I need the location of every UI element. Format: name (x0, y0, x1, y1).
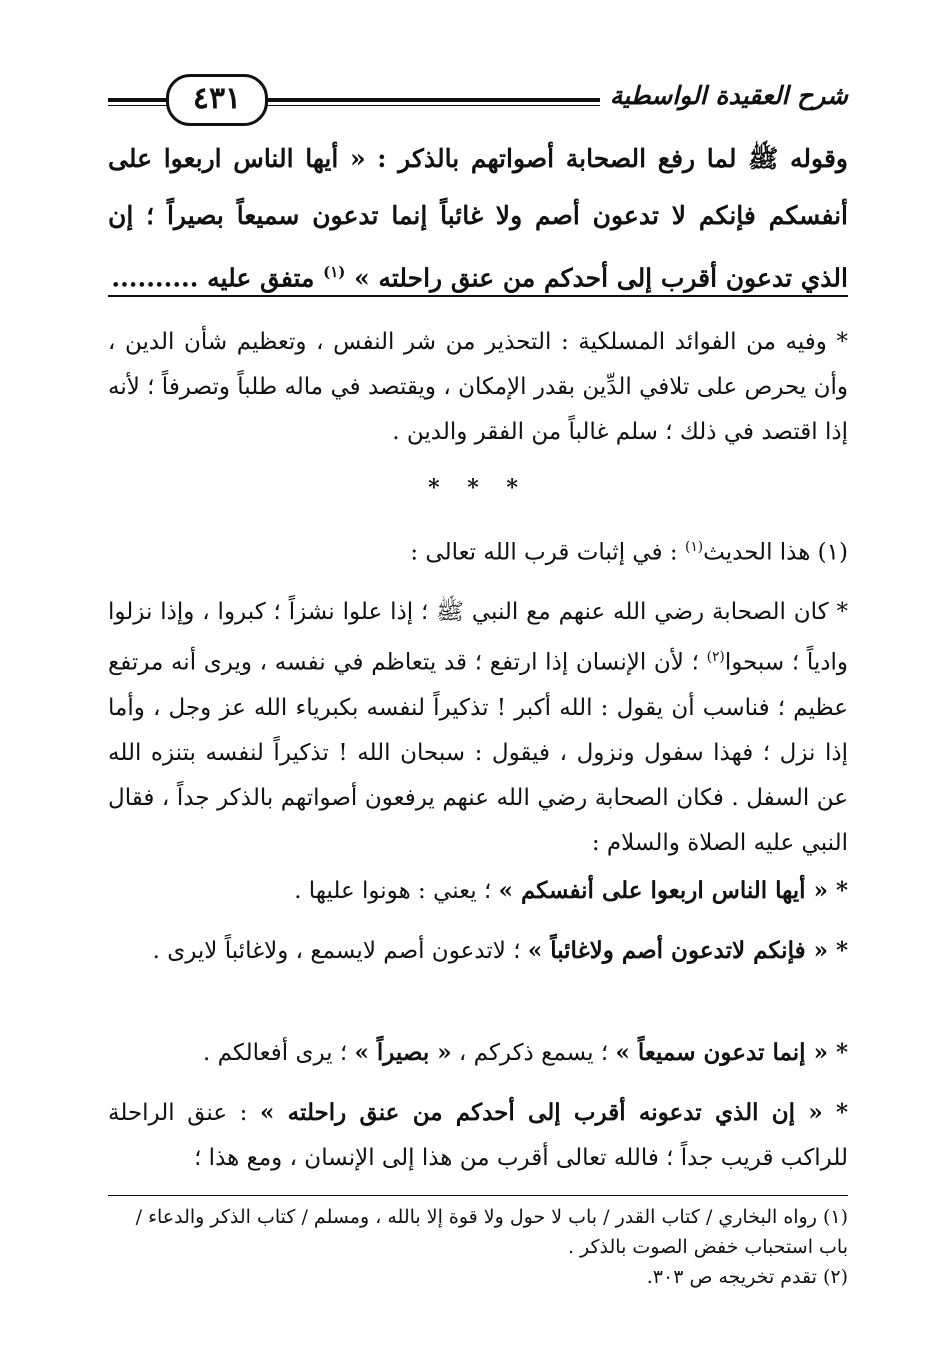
companions-footnote-ref: (٢) (706, 649, 725, 665)
quote-4-explanation: : عنق الراحلة للراكب قريب جداً ؛ فالله تعالى أقرب من هذا إلى الإنسان ، ومع هذا ؛ (108, 1100, 848, 1171)
page-header (108, 72, 848, 128)
footnote-2: (٢) تقدم تخريجه ص ٣٠٣. (646, 1266, 848, 1288)
quote-3a: * « إنما تدعون سميعاً » (615, 1039, 848, 1066)
paragraph-quote-4 (108, 1090, 848, 1181)
paragraph-companions (108, 590, 848, 866)
book-title: شرح العقيدة الواسطية (600, 72, 848, 120)
heading-footnote-ref: (١) (684, 539, 704, 555)
matn-part1: وقوله ﷺ لما رفع الصحابة أصواتهم بالذكر : « أيها الناس اربعوا على أنفسكم فإنكم لا تدعون أصم ولا غائباً إنما تدعون سميعاً بصيراً ؛ إن الذي تدعون أقرب إلى أحدكم من عنق راحلته » (108, 144, 848, 293)
footnotes (108, 1195, 848, 1292)
companions-part1: * كان الصحابة رضي الله عنهم مع النبي ﷺ ؛ إذا علوا نشزاً ؛ كبروا ، وإذا نزلوا وادياً ؛ سبحوا (108, 599, 848, 676)
paragraph-heading (108, 525, 848, 576)
matn-separator (108, 295, 848, 297)
quote-4: * « إن الذي تدعونه أقرب إلى أحدكم من عنق راحلته » (260, 1099, 849, 1126)
quote-2: * « فإنكم لاتدعون أصم ولاغائباً » (527, 937, 848, 964)
quote-3b: « بصيراً » (354, 1039, 452, 1066)
quote-3-middle: ؛ يسمع ذكركم ، (451, 1040, 616, 1066)
matn-footnote-ref: (١) (323, 263, 346, 281)
quote-1: * « أيها الناس اربعوا على أنفسكم » (498, 877, 848, 904)
quote-3-explanation: ؛ يرى أفعالكم . (203, 1040, 355, 1066)
matn-text (108, 130, 848, 306)
paragraph-quote-1 (108, 868, 848, 914)
companions-part2: ؛ لأن الإنسان إذا ارتفع ؛ قد يتعاظم في نفسه ، ويرى أنه مرتفع عظيم ؛ فناسب أن يقول : الله أكبر ! تذكيراً لنفسه بكبرياء الله عز وجل ، وأما إذا نزل ؛ فهذا سفول ونزول ، فيقول : سبحان الله ! تذكيراً لنفسه بتنزه الله عن السفل . فكان الصحابة رضي الله عنهم يرفعون أصواتهم بالذكر جداً ، فقال النبي عليه الصلاة والسلام : (108, 649, 848, 856)
paragraph-quote-2 (108, 928, 848, 974)
footnote-1: (١) رواه البخاري / كتاب القدر / باب لا حول ولا قوة إلا بالله ، ومسلم / كتاب الذكر والدعاء / باب استحباب خفض الصوت بالذكر . (135, 1206, 848, 1258)
heading-part2: : في إثبات قرب الله تعالى : (410, 539, 685, 566)
heading-part1: (١) هذا الحديث (703, 539, 848, 566)
matn-part2: متفق عليه .......... (111, 263, 324, 293)
section-stars: * * * (428, 475, 528, 501)
paragraph-benefits: * وفيه من الفوائد المسلكية : التحذير من شر النفس ، وتعظيم شأن الدين ، وأن يحرص على تلافي الدِّين بقدر الإمكان ، ويقتصد في ماله طلباً وتصرفاً ؛ لأنه إذا اقتصد في ذلك ؛ سلم غالباً من الفقر والدين . (108, 329, 848, 445)
quote-1-explanation: ؛ يعني : هونوا عليها . (294, 878, 499, 904)
page-number: ٤٣١ (166, 74, 268, 126)
paragraph-quote-3 (108, 1030, 848, 1076)
quote-2-explanation: ؛ لاتدعون أصم لايسمع ، ولاغائباً لايرى . (152, 938, 528, 964)
